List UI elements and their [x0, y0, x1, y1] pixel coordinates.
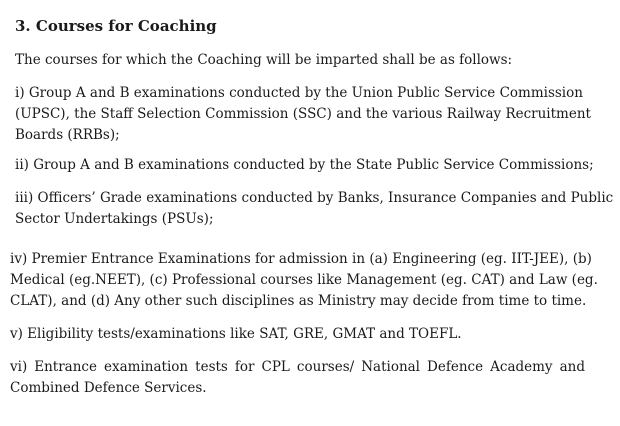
list-item-i	[15, 83, 591, 146]
list-item-iii-line-1: iii) Officers’ Grade examinations conducted by Banks, Insurance Companies and Public	[15, 190, 614, 206]
list-item-i-line-1: i) Group A and B examinations conducted by the Union Public Service Commission	[15, 85, 583, 101]
list-item-vi	[10, 357, 585, 399]
list-item-iv-line-2: Medical (eg.NEET), (c) Professional courses like Management (eg. CAT) and Law (eg.	[10, 272, 598, 288]
list-item-iv-line-3: CLAT), and (d) Any other such disciplines as Ministry may decide from time to time.	[10, 293, 587, 309]
list-item-iii	[15, 188, 614, 230]
list-item-iv-line-1: iv) Premier Entrance Examinations for admission in (a) Engineering (eg. IIT-JEE), (b)	[10, 251, 592, 267]
list-item-iv	[10, 249, 598, 312]
list-item-ii: ii) Group A and B examinations conducted by the State Public Service Commissions;	[15, 157, 594, 173]
intro-paragraph: The courses for which the Coaching will be imparted shall be as follows:	[15, 52, 513, 68]
list-item-vi-line-1: vi) Entrance examination tests for CPL courses/ National Defence Academy and	[10, 359, 585, 375]
list-item-i-line-2: (UPSC), the Staff Selection Commission (SSC) and the various Railway Recruitment	[15, 106, 591, 122]
list-item-iii-line-2: Sector Undertakings (PSUs);	[15, 211, 214, 227]
section-heading: 3. Courses for Coaching	[15, 17, 217, 35]
list-item-i-line-3: Boards (RRBs);	[15, 127, 120, 143]
list-item-v: v) Eligibility tests/examinations like SAT, GRE, GMAT and TOEFL.	[10, 326, 462, 342]
list-item-vi-line-2: Combined Defence Services.	[10, 380, 207, 396]
